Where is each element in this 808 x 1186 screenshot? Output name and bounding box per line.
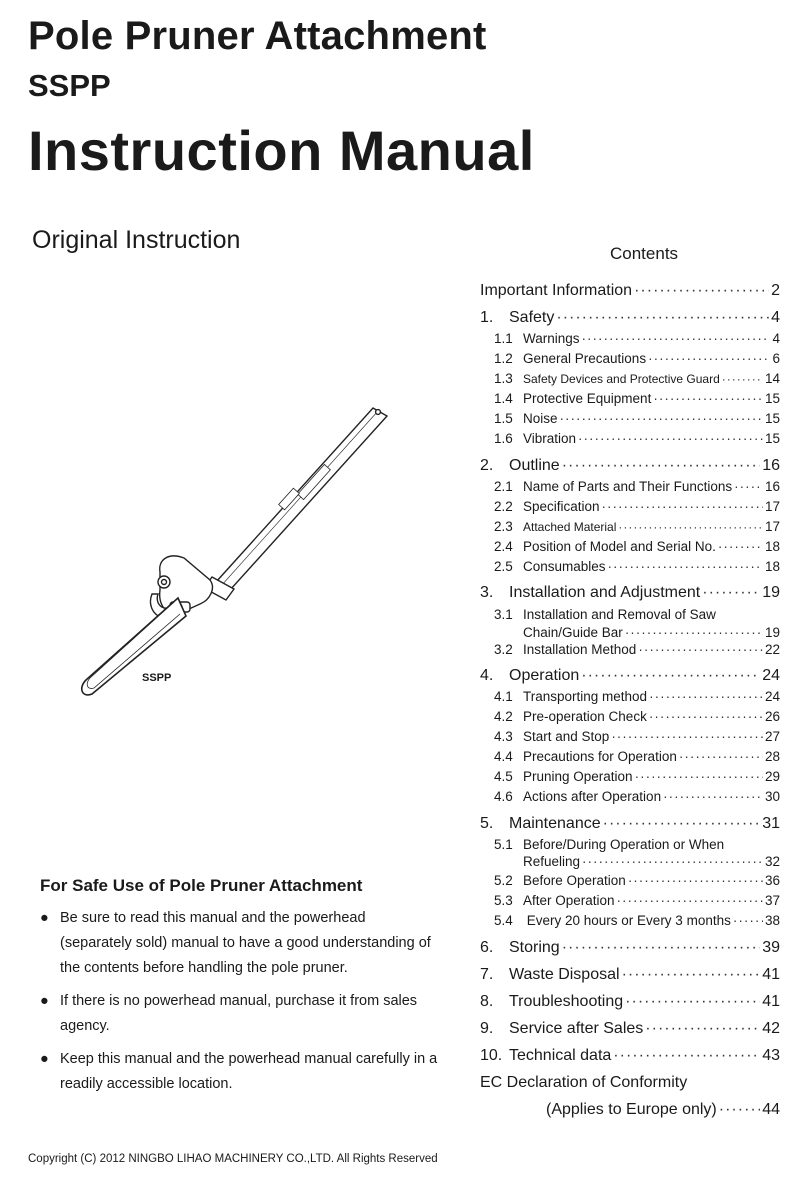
toc-entry-troubleshooting[interactable]: [480, 993, 780, 1011]
leader-dots: [734, 479, 763, 494]
toc-page: 44: [762, 1101, 780, 1118]
toc-number: 3.: [480, 584, 494, 601]
leader-dots: [611, 729, 763, 744]
toc-page: 38: [764, 913, 780, 928]
copyright-footer: Copyright (C) 2012 NINGBO LIHAO MACHINERY CO.,LTD. All Rights Reserved: [28, 1153, 438, 1165]
leader-dots: [645, 1020, 760, 1038]
leader-dots: [617, 893, 763, 908]
toc-page: 17: [764, 519, 780, 534]
toc-page: 19: [764, 625, 780, 640]
toc-entry-warnings[interactable]: [494, 331, 780, 346]
toc-number: 2.4: [494, 539, 513, 554]
toc-page: 4: [771, 309, 780, 326]
toc-label: Actions after Operation: [523, 789, 662, 804]
manual-title: Instruction Manual: [28, 119, 535, 182]
toc-page: 41: [762, 966, 780, 983]
toc-number: 2.3: [494, 519, 513, 534]
toc-number: 5.1: [494, 837, 513, 852]
toc-entry-refueling-line2[interactable]: [523, 854, 780, 869]
safety-item: [40, 1047, 440, 1097]
toc-number: 1.3: [494, 371, 513, 386]
toc-entry-actions-after[interactable]: [494, 789, 780, 804]
toc-entry-technical-data[interactable]: [480, 1047, 780, 1065]
leader-dots: [581, 667, 760, 685]
toc-label: Every 20 hours or Every 3 months: [523, 913, 731, 928]
toc-number: 5.: [480, 815, 494, 832]
toc-label: Consumables: [523, 559, 606, 574]
toc-number: 4.5: [494, 769, 513, 784]
toc-entry-consumables[interactable]: [494, 559, 780, 574]
toc-label: Pre-operation Check: [523, 709, 647, 724]
leader-dots: [628, 873, 763, 888]
toc-entry-name-of-parts[interactable]: [494, 479, 780, 494]
toc-number: 5.3: [494, 893, 513, 908]
contents-heading: Contents: [610, 244, 679, 263]
toc-label: Outline: [509, 457, 560, 474]
leader-dots: [622, 966, 761, 984]
toc-number: 9.: [480, 1020, 494, 1037]
toc-label: Important Information: [480, 282, 633, 299]
leader-dots: [638, 642, 763, 657]
toc-page: 19: [762, 584, 780, 601]
toc-page: 31: [762, 815, 780, 832]
toc-entry-after-operation[interactable]: [494, 893, 780, 908]
toc-page: 18: [764, 559, 780, 574]
toc-label: Before/During Operation or When: [523, 837, 725, 852]
toc-entry-start-stop[interactable]: [494, 729, 780, 744]
leader-dots: [718, 539, 763, 554]
leader-dots: [582, 331, 771, 346]
toc-entry-before-operation[interactable]: [494, 873, 780, 888]
toc-entry-noise[interactable]: [494, 411, 780, 426]
toc-entry-transporting[interactable]: [494, 689, 780, 704]
toc-page: 24: [762, 667, 780, 684]
document-title: Pole Pruner Attachment: [28, 14, 487, 58]
leader-dots: [635, 769, 763, 784]
toc-label: (Applies to Europe only): [546, 1101, 717, 1118]
toc-entry-model-serial[interactable]: [494, 539, 780, 554]
toc-number: 2.1: [494, 479, 513, 494]
leader-dots: [556, 309, 769, 327]
leader-dots: [702, 584, 760, 602]
toc-entry-ec-declaration-line2[interactable]: [546, 1101, 780, 1119]
toc-page: 16: [762, 457, 780, 474]
toc-page: 17: [764, 499, 780, 514]
toc-label: Name of Parts and Their Functions: [523, 479, 733, 494]
toc-entry-important[interactable]: [480, 282, 780, 300]
bullet-icon: ●: [40, 993, 49, 1009]
toc-number: 3.2: [494, 642, 513, 657]
leader-dots: [649, 689, 763, 704]
toc-number: 2.2: [494, 499, 513, 514]
safety-item: [40, 989, 440, 1039]
leader-dots: [719, 1101, 760, 1119]
toc-entry-installation-method[interactable]: [494, 642, 780, 657]
toc-entry-specification[interactable]: [494, 499, 780, 514]
leader-dots: [582, 854, 763, 869]
toc-label: Pruning Operation: [523, 769, 633, 784]
toc-number: 1.5: [494, 411, 513, 426]
original-instruction-label: Original Instruction: [32, 226, 241, 254]
toc-page: 15: [764, 431, 780, 446]
toc-number: 1.1: [494, 331, 513, 346]
toc-label: Refueling: [523, 854, 581, 869]
toc-label: Start and Stop: [523, 729, 610, 744]
leader-dots: [603, 815, 761, 833]
toc-number: 4.2: [494, 709, 513, 724]
leader-dots: [618, 520, 763, 534]
toc-number: 4.6: [494, 789, 513, 804]
leader-dots: [560, 411, 763, 426]
toc-label: Maintenance: [509, 815, 601, 832]
toc-number: 5.4: [494, 913, 513, 928]
toc-entry-pre-operation[interactable]: [494, 709, 780, 724]
toc-page: 28: [764, 749, 780, 764]
leader-dots: [562, 457, 761, 475]
toc-page: 42: [762, 1020, 780, 1037]
toc-entry-protective-equipment[interactable]: [494, 391, 780, 406]
toc-page: 4: [772, 331, 780, 346]
toc-label: Safety: [509, 309, 555, 326]
toc-entry-precautions-operation[interactable]: [494, 749, 780, 764]
toc-entry-safety[interactable]: [480, 309, 780, 327]
toc-page: 22: [764, 642, 780, 657]
illustration-label: SSPP: [142, 672, 172, 684]
toc-label: Position of Model and Serial No.: [523, 539, 716, 554]
leader-dots: [663, 789, 763, 804]
toc-number: 5.2: [494, 873, 513, 888]
toc-page: 14: [764, 371, 780, 386]
leader-dots: [602, 499, 763, 514]
leader-dots: [608, 559, 763, 574]
leader-dots: [722, 372, 763, 386]
toc-page: 18: [764, 539, 780, 554]
toc-number: 2.5: [494, 559, 513, 574]
leader-dots: [649, 709, 763, 724]
toc-entry-saw-chain-line2[interactable]: [523, 625, 780, 640]
safety-item-text: Keep this manual and the powerhead manual carefully in a readily accessible location.: [60, 1051, 438, 1092]
toc-label: Noise: [523, 411, 558, 426]
toc-entry-outline[interactable]: [480, 457, 780, 475]
leader-dots: [733, 913, 763, 928]
toc-number: 6.: [480, 939, 494, 956]
toc-number: 1.4: [494, 391, 513, 406]
toc-entry-saw-chain-line1[interactable]: [494, 607, 780, 622]
toc-label: Before Operation: [523, 873, 626, 888]
toc-page: 43: [762, 1047, 780, 1064]
toc-entry-pruning-operation[interactable]: [494, 769, 780, 784]
toc-entry-operation[interactable]: [480, 667, 780, 685]
toc-label: Attached Material: [523, 520, 617, 534]
toc-number: 4.3: [494, 729, 513, 744]
toc-page: 32: [764, 854, 780, 869]
toc-label: General Precautions: [523, 351, 647, 366]
toc-entry-general-precautions[interactable]: [494, 351, 780, 366]
leader-dots: [634, 282, 769, 300]
toc-page: 2: [771, 282, 780, 299]
toc-number: 7.: [480, 966, 494, 983]
toc-label: Installation and Removal of Saw: [523, 607, 716, 622]
toc-page: 37: [764, 893, 780, 908]
toc-number: 1.6: [494, 431, 513, 446]
toc-number: 10.: [480, 1047, 503, 1064]
toc-page: 6: [772, 351, 780, 366]
toc-entry-refueling-line1[interactable]: [494, 837, 780, 852]
toc-label: Storing: [509, 939, 560, 956]
toc-label: Safety Devices and Protective Guard: [523, 372, 720, 386]
leader-dots: [613, 1047, 760, 1065]
toc-page: 15: [764, 411, 780, 426]
toc-entry-storing[interactable]: [480, 939, 780, 957]
toc-entry-attached-material[interactable]: [494, 519, 780, 534]
leader-dots: [648, 351, 770, 366]
toc-page: 39: [762, 939, 780, 956]
toc-entry-vibration[interactable]: [494, 431, 780, 446]
toc-entry-every-20-hours[interactable]: [494, 913, 780, 928]
leader-dots: [562, 939, 761, 957]
toc-label: Specification: [523, 499, 600, 514]
toc-label: Transporting method: [523, 689, 648, 704]
safety-item-text: Be sure to read this manual and the powerhead (separately sold) manual to have a good understanding of the contents before handling the pole pruner.: [60, 910, 431, 976]
toc-label: Operation: [509, 667, 580, 684]
bullet-icon: ●: [40, 1051, 49, 1067]
toc-number: 3.1: [494, 607, 513, 622]
toc-label: Protective Equipment: [523, 391, 652, 406]
toc-number: 4.1: [494, 689, 513, 704]
leader-dots: [679, 749, 763, 764]
toc-page: 36: [764, 873, 780, 888]
toc-label: After Operation: [523, 893, 615, 908]
safety-heading: For Safe Use of Pole Pruner Attachment: [40, 876, 363, 895]
toc-number: 1.2: [494, 351, 513, 366]
toc-number: 4.: [480, 667, 494, 684]
safety-item-text: If there is no powerhead manual, purchase it from sales agency.: [60, 993, 418, 1034]
toc-page: 24: [764, 689, 780, 704]
toc-page: 41: [762, 993, 780, 1010]
toc-label: Warnings: [523, 331, 580, 346]
toc-label: Installation and Adjustment: [509, 584, 701, 601]
safety-list: [40, 906, 440, 1105]
leader-dots: [653, 391, 763, 406]
toc-page: 26: [764, 709, 780, 724]
toc-page: 15: [764, 391, 780, 406]
pole-pruner-illustration: [60, 390, 400, 710]
toc-number: 1.: [480, 309, 494, 326]
toc-label: Vibration: [523, 431, 577, 446]
toc-entry-maintenance[interactable]: [480, 815, 780, 833]
toc-number: 4.4: [494, 749, 513, 764]
bullet-icon: ●: [40, 910, 49, 926]
toc-label: Installation Method: [523, 642, 637, 657]
leader-dots: [578, 431, 763, 446]
toc-number: 2.: [480, 457, 494, 474]
toc-label: Technical data: [509, 1047, 612, 1064]
toc-page: 16: [764, 479, 780, 494]
toc-label: Waste Disposal: [509, 966, 620, 983]
toc-label: Chain/Guide Bar: [523, 625, 623, 640]
toc-label: Service after Sales: [509, 1020, 644, 1037]
leader-dots: [625, 993, 760, 1011]
toc-page: 29: [764, 769, 780, 784]
toc-number: 8.: [480, 993, 494, 1010]
model-code: SSPP: [28, 68, 111, 103]
toc-entry-safety-devices[interactable]: [494, 371, 780, 386]
toc-entry-ec-declaration-line1[interactable]: [480, 1074, 780, 1092]
toc-page: 30: [764, 789, 780, 804]
safety-item: [40, 906, 440, 981]
toc-label: Precautions for Operation: [523, 749, 677, 764]
toc-label: EC Declaration of Conformity: [480, 1074, 688, 1091]
toc-entry-installation[interactable]: [480, 584, 780, 602]
leader-dots: [625, 625, 763, 640]
toc-entry-waste-disposal[interactable]: [480, 966, 780, 984]
toc-label: Troubleshooting: [509, 993, 624, 1010]
toc-page: 27: [764, 729, 780, 744]
toc-entry-service[interactable]: [480, 1020, 780, 1038]
